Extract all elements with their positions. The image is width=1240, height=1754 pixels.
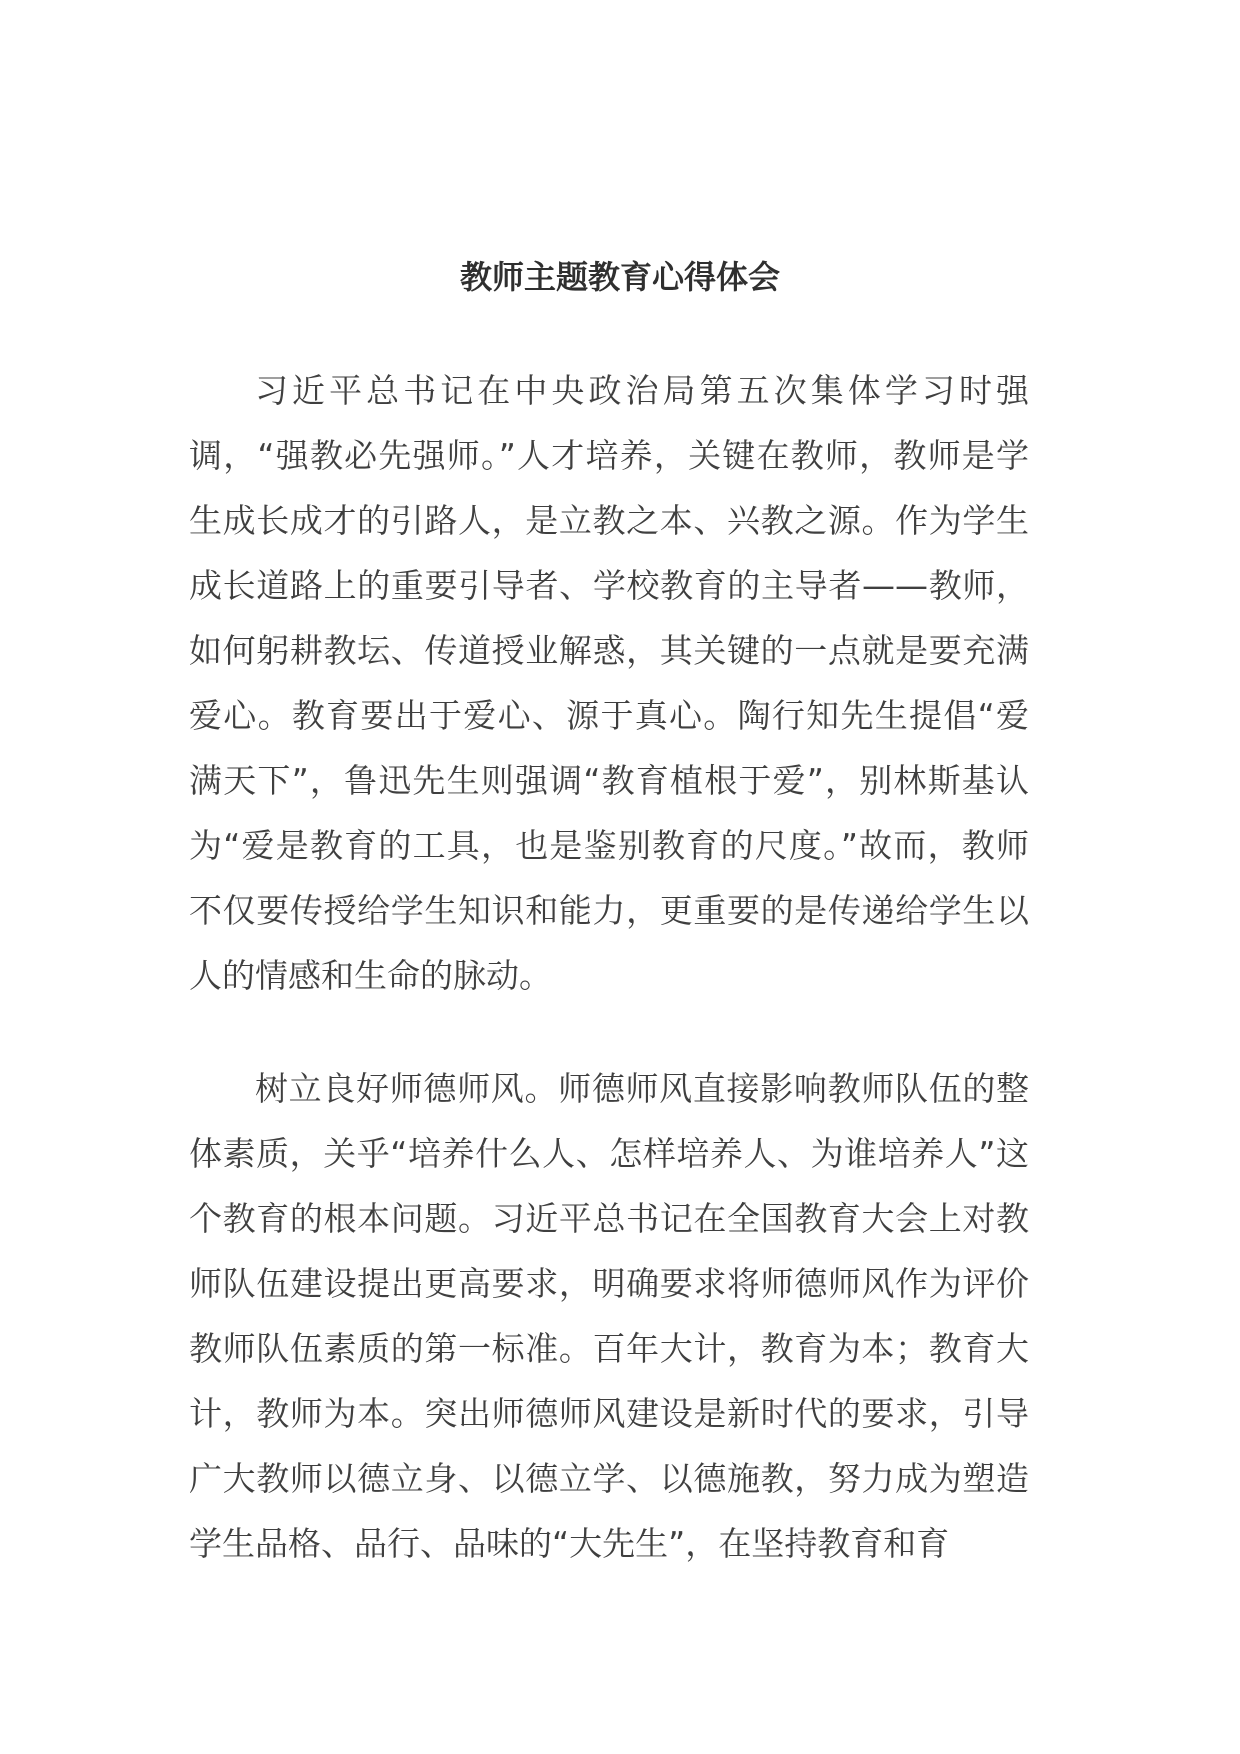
paragraph-1: 习近平总书记在中央政治局第五次集体学习时强调，“强教必先强师。”人才培养，关键在教师，教师是学生成长成才的引路人，是立教之本、兴教之源。作为学生成长道路上的重要引导者、学校教育的主导者——教师，如何躬耕教坛、传道授业解惑，其关键的一点就是要充满爱心。教育要出于爱心、源于真心。陶行知先生提倡“爱满天下”，鲁迅先生则强调“教育植根于爱”，别林斯基认为“爱是教育的工具，也是鉴别教育的尺度。”故而，教师不仅要传授给学生知识和能力，更重要的是传递给学生以人的情感和生命的脉动。 [189,371,1029,995]
document-title: 教师主题教育心得体会 [459,258,780,296]
paragraph-2: 树立良好师德师风。师德师风直接影响教师队伍的整体素质，关乎“培养什么人、怎样培养人、为谁培养人”这个教育的根本问题。习近平总书记在全国教育大会上对教师队伍建设提出更高要求，明确要求将师德师风作为评价教师队伍素质的第一标准。百年大计，教育为本；教育大计，教师为本。突出师德师风建设是新时代的要求，引导广大教师以德立身、以德立学、以德施教，努力成为塑造学生品格、品行、品味的“大先生”，在坚持教育和育 [189,1069,1029,1563]
